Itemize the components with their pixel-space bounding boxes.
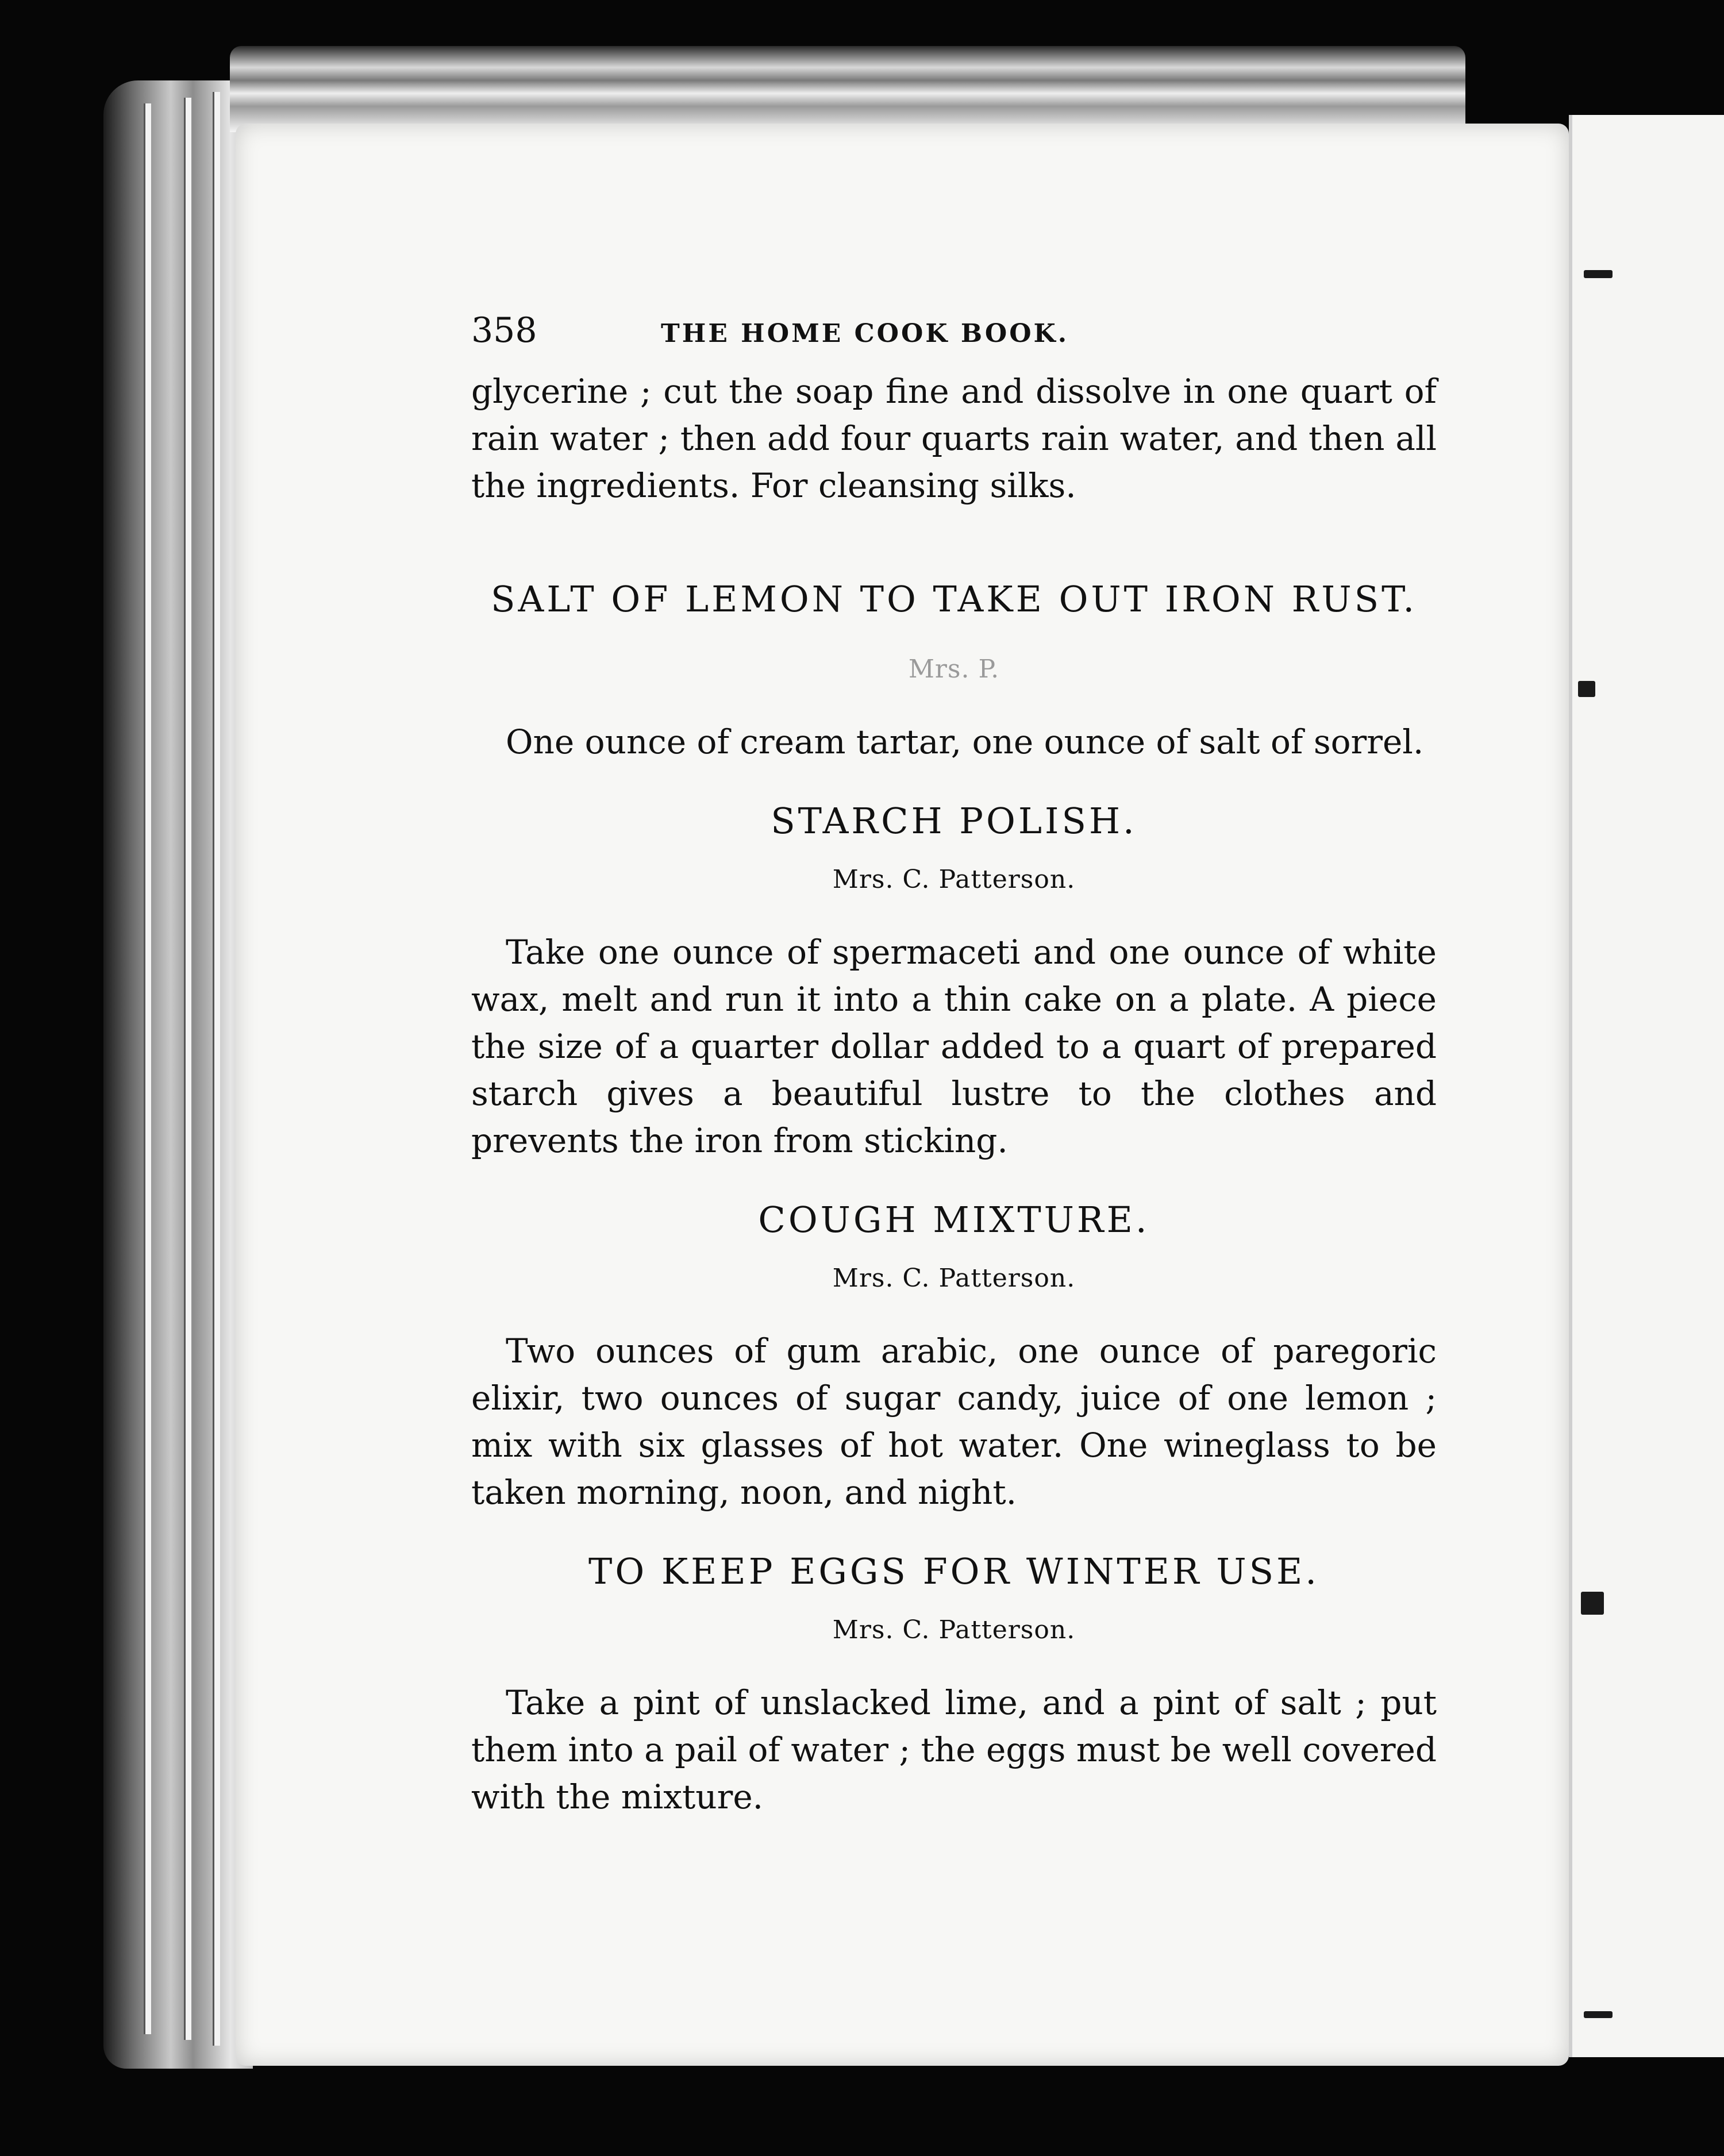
- recipe-author: Mrs. C. Patterson.: [832, 1264, 1076, 1293]
- recipe-body: One ounce of cream tartar, one ounce of salt of sorrel.: [506, 722, 1424, 761]
- facing-page: [1569, 115, 1724, 2057]
- book-spine-edge: [103, 80, 253, 2069]
- recipe-author: Mrs. C. Patterson.: [832, 1615, 1076, 1645]
- binding-mark: [1578, 681, 1595, 697]
- binding-mark: [1581, 1592, 1604, 1615]
- continued-paragraph: glycerine ; cut the soap fine and dissolve in one quart of rain water ; then add four quarts rain water, and then all the ingredients. For cleansing silks.: [471, 372, 1437, 505]
- recipe-author: Mrs. C. Patterson.: [832, 865, 1076, 894]
- recipe-title: COUGH MIXTURE.: [758, 1199, 1150, 1241]
- recipe-title: TO KEEP EGGS FOR WINTER USE.: [588, 1550, 1320, 1592]
- page-number: 358: [471, 310, 537, 351]
- stacked-page-top-edges: [230, 46, 1465, 132]
- recipe-title: STARCH POLISH.: [771, 800, 1137, 842]
- recipe-body: Take one ounce of spermaceti and one ounce of white wax, melt and run it into a thin cake on a plate. A piece the size of a quarter dollar added to a quart of prepared starch gives a beautiful lustre to the clothes and prevents the iron from sticking.: [471, 933, 1437, 1160]
- page-edge-strip: [184, 98, 191, 2040]
- running-head: [471, 310, 1437, 362]
- recipe-body: Take a pint of unslacked lime, and a pint of salt ; put them into a pail of water ; the eggs must be well covered with the mixture.: [471, 1683, 1437, 1816]
- page-content: [471, 310, 1437, 1820]
- book-title-header: THE HOME COOK BOOK.: [661, 319, 1069, 348]
- page-edge-strip: [213, 92, 220, 2046]
- binding-mark: [1584, 2011, 1613, 2018]
- recipe-title: SALT OF LEMON TO TAKE OUT IRON RUST.: [490, 578, 1418, 620]
- page-edge-strip: [144, 103, 151, 2034]
- binding-mark: [1584, 270, 1613, 278]
- recipe-author: Mrs. P.: [908, 654, 1000, 684]
- recipe-body: Two ounces of gum arabic, one ounce of paregoric elixir, two ounces of sugar candy, juice of one lemon ; mix with six glasses of hot water. One wineglass to be taken morning, noon, and night.: [471, 1331, 1437, 1512]
